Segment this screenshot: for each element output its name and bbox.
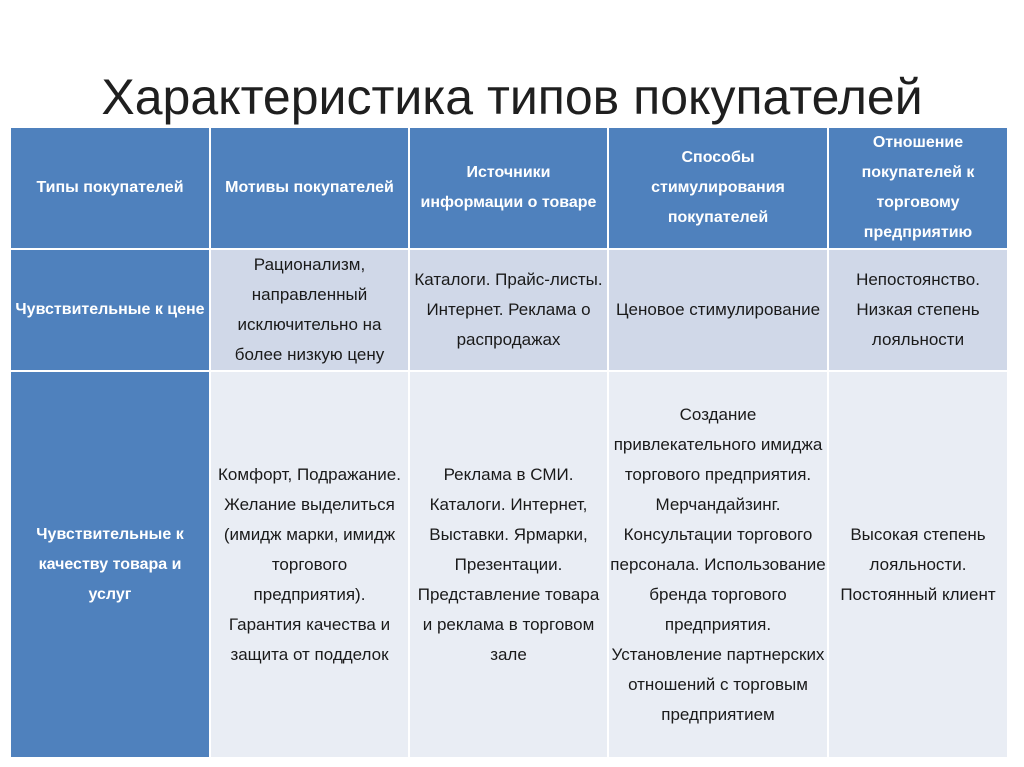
- customer-types-table: [9, 126, 1009, 759]
- page-title: Характеристика типов покупателей: [101, 69, 923, 125]
- cell-sources: Каталоги. Прайс-листы. Интернет. Реклама о распродажах: [409, 249, 608, 371]
- row-header-price-sensitive: Чувствительные к цене: [10, 249, 210, 371]
- cell-stimulation: Создание привлекательного имиджа торгового предприятия. Мерчандайзинг. Консультации торгового персонала. Использование бренда торгового предприятия. Установление партнерских отношений с торговым предприятием: [608, 371, 828, 758]
- cell-sources: Реклама в СМИ. Каталоги. Интернет, Выставки. Ярмарки, Презентации. Представление товара и реклама в торговом зале: [409, 371, 608, 758]
- cell-attitude: Высокая степень лояльности. Постоянный клиент: [828, 371, 1008, 758]
- cell-motives: Комфорт, Подражание. Желание выделиться (имидж марки, имидж торгового предприятия). Гарантия качества и защита от подделок: [210, 371, 409, 758]
- column-header-sources: Источники информации о товаре: [409, 127, 608, 249]
- cell-motives: Рационализм, направленный исключительно на более низкую цену: [210, 249, 409, 371]
- table-header-row: [10, 127, 1008, 249]
- column-header-motives: Мотивы покупателей: [210, 127, 409, 249]
- column-header-attitude: Отношение покупателей к торговому предприятию: [828, 127, 1008, 249]
- row-header-quality-sensitive: Чувствительные к качеству товара и услуг: [10, 371, 210, 758]
- table-row: [10, 371, 1008, 758]
- cell-stimulation: Ценовое стимулирование: [608, 249, 828, 371]
- table-row: [10, 249, 1008, 371]
- column-header-stimulation: Способы стимулирования покупателей: [608, 127, 828, 249]
- column-header-types: Типы покупателей: [10, 127, 210, 249]
- cell-attitude: Непостоянство. Низкая степень лояльности: [828, 249, 1008, 371]
